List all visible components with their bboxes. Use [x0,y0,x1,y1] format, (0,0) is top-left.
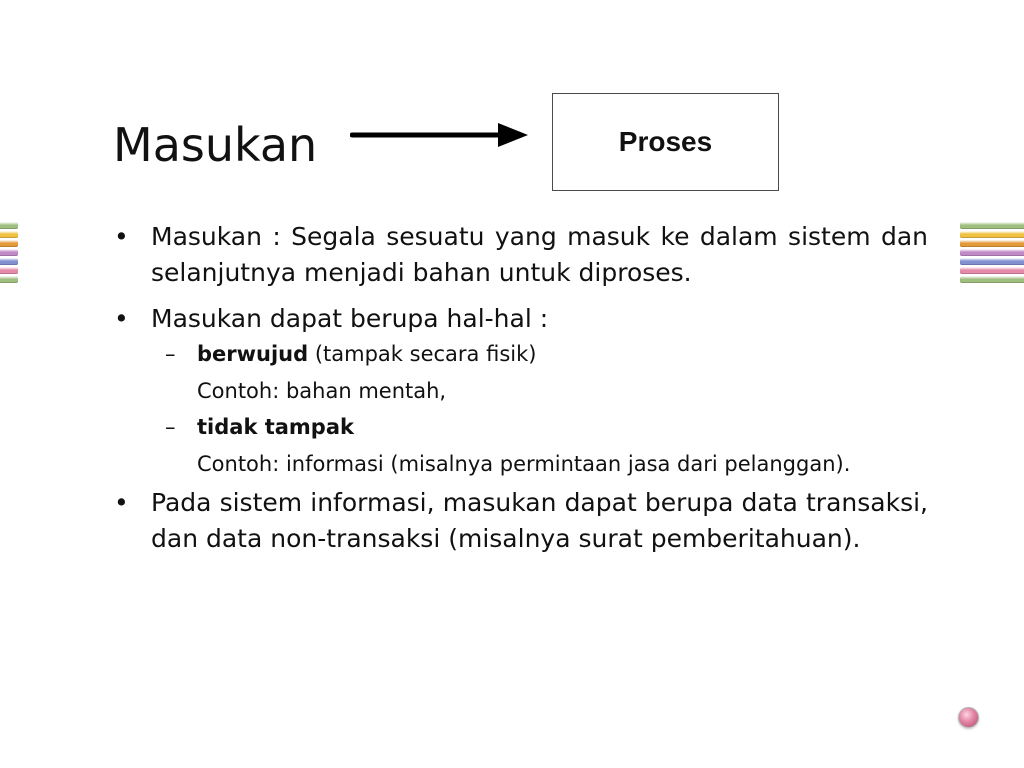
bullet-item [110,219,928,291]
right-arrow-icon [350,118,535,152]
stripe-bar [0,249,18,256]
circle-button-icon[interactable] [958,707,979,728]
stripe-bar [960,231,1024,238]
sub-item-rest: (tampak secara fisik) [308,342,537,366]
stripe-bar [960,249,1024,256]
sub-item [110,339,928,369]
stripe-bar [960,276,1024,283]
sub-item-bold: berwujud [197,342,309,366]
stripe-bar [960,267,1024,274]
sub-item-example: Contoh: bahan mentah, [197,379,447,403]
stripe-bar [960,222,1024,229]
sub-item-marker: – [165,415,176,439]
process-box-label: Proses [618,126,713,157]
stripe-bar [960,258,1024,265]
right-stripes-decoration [960,222,1024,288]
bullet-item [110,485,928,557]
bullet-item [110,301,928,337]
bullet-text: Pada sistem informasi, masukan dapat berupa data transaksi, dan data non-transaksi (misalnya surat pemberitahuan). [151,488,928,553]
sub-item-bold: tidak tampak [197,415,354,439]
bullet-text: Masukan : Segala sesuatu yang masuk ke dalam sistem dan selanjutnya menjadi bahan untuk diproses. [151,222,928,287]
stripe-bar [0,240,18,247]
left-stripes-decoration [0,222,18,288]
slide-title: Masukan [113,118,318,172]
bullet-marker: • [114,304,129,333]
slide-content [110,219,928,557]
stripe-bar [0,258,18,265]
stripe-bar [960,240,1024,247]
process-box [552,93,779,191]
sub-item-marker: – [165,342,176,366]
sub-item-example: Contoh: informasi (misalnya permintaan jasa dari pelanggan). [197,452,851,476]
bullet-marker: • [114,488,129,517]
stripe-bar [0,267,18,274]
stripe-bar [0,231,18,238]
stripe-bar [0,222,18,229]
bullet-marker: • [114,222,129,251]
stripe-bar [0,276,18,283]
sub-item [110,412,928,442]
bullet-text: Masukan dapat berupa hal-hal : [151,304,549,333]
